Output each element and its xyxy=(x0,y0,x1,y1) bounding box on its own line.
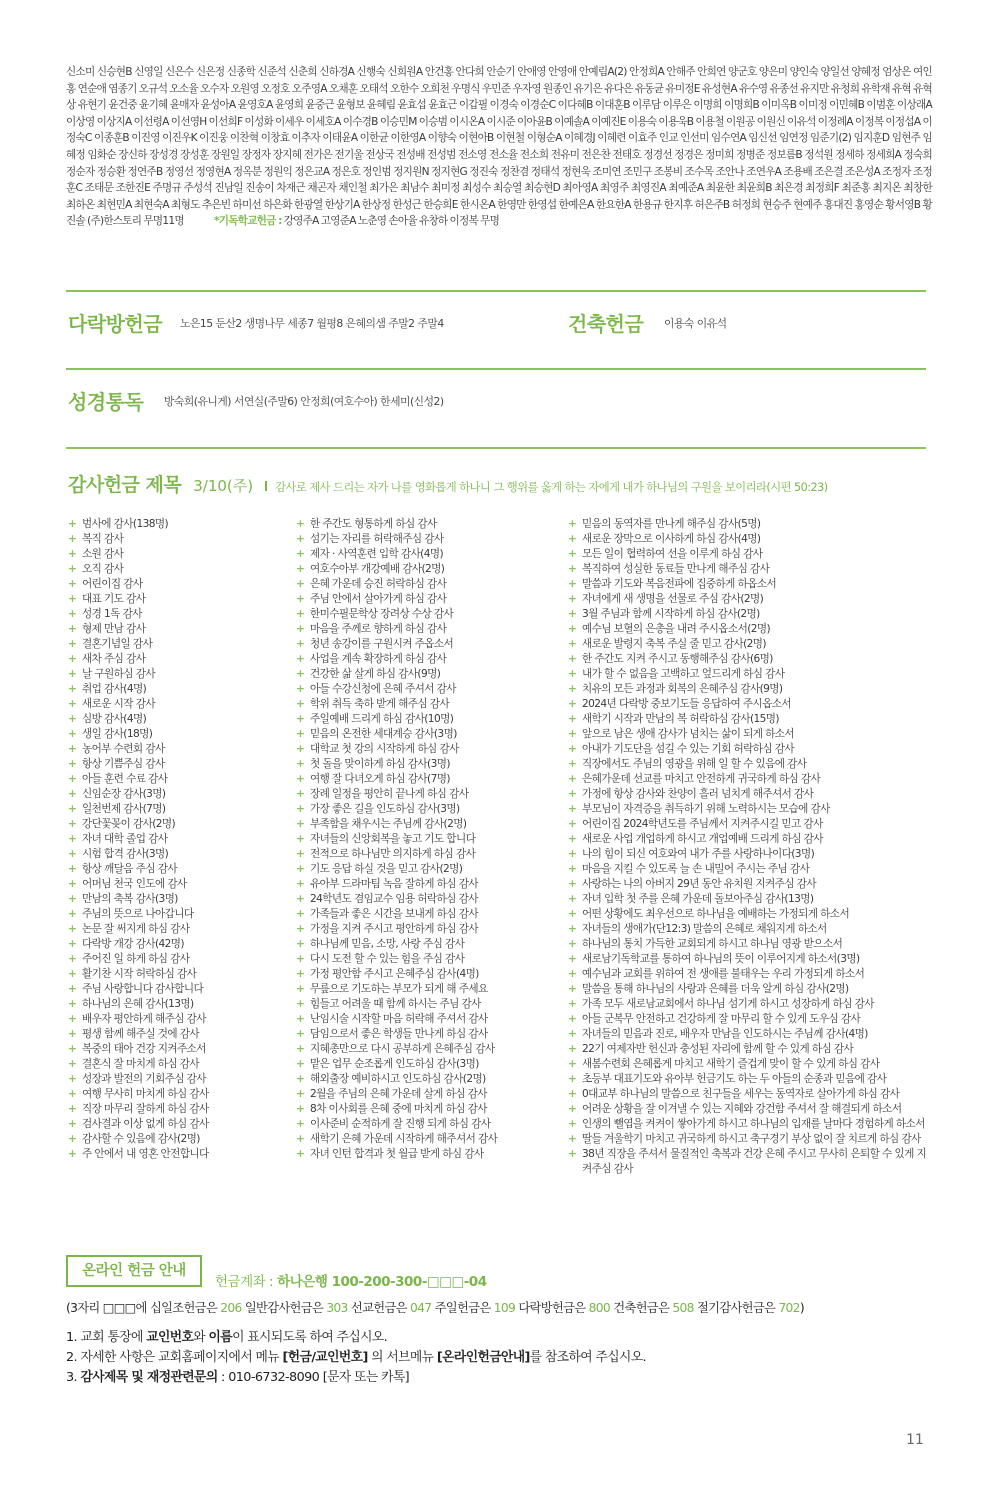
thanks-item: + 자녀 입학 첫 주를 은혜 가운데 돌보아주심 감사(13명) xyxy=(568,892,930,907)
code-label: 주일헌금은 xyxy=(434,1301,491,1315)
thanks-item: + 앞으로 남은 생애 감사가 넘치는 삶이 되게 하소서 xyxy=(568,727,930,742)
thanks-item: + 한 주간도 지켜 주시고 동행해주심 감사(6명) xyxy=(568,652,930,667)
separator-bar xyxy=(265,481,267,491)
thanks-item: + 은혜가운데 선교를 마치고 안전하게 귀국하게 하심 감사 xyxy=(568,772,930,787)
thanks-item: + 직장에서도 주님의 영광을 위해 일 할 수 있음에 감사 xyxy=(568,757,930,772)
code-label: 절기감사헌금은 xyxy=(696,1301,776,1315)
thanks-item: + 가정 평안함 주시고 은혜주심 감사(4명) xyxy=(296,967,561,982)
thanks-item: + 새로남기독학교를 통하여 하나님의 뜻이 이루어지게 하소서(3명) xyxy=(568,952,930,967)
thanks-item: + 해외출장 예비하시고 인도하심 감사(2명) xyxy=(296,1072,561,1087)
thanks-item: + 가족들과 좋은 시간을 보내게 하심 감사 xyxy=(296,907,561,922)
thanks-item: + 주님 안에서 살아가게 하심 감사 xyxy=(296,592,561,607)
thanks-item: + 자녀 대학 졸업 감사 xyxy=(68,832,288,847)
thanks-item: + 농어부 수련회 감사 xyxy=(68,742,288,757)
thanks-list-column-3 xyxy=(568,517,930,1177)
thanks-item: + 0대교부 하나님의 말씀으로 친구들을 세우는 동역자로 살아가게 하심 감사 xyxy=(568,1087,930,1102)
thanks-item: + 주일예배 드리게 하심 감사(10명) xyxy=(296,712,561,727)
thanks-item: + 모든 일이 협력하여 선을 이루게 하심 감사 xyxy=(568,547,930,562)
code-number: 702 xyxy=(778,1301,800,1315)
thanks-item: + 복직하여 성실한 동료들 만나게 해주심 감사 xyxy=(568,562,930,577)
thanks-item: + 22기 여제자반 헌신과 충성된 자리에 함께 할 수 있게 하심 감사 xyxy=(568,1042,930,1057)
thanks-item: + 가정에 항상 감사와 찬양이 흘러 넘치게 해주셔서 감사 xyxy=(568,787,930,802)
thanks-item: + 사업을 계속 확장하게 하심 감사 xyxy=(296,652,561,667)
thanks-item: + 아들 군복무 안전하고 건강하게 잘 마무리 할 수 있게 도우심 감사 xyxy=(568,1012,930,1027)
note-3: 3. 감사제목 및 재정관련문의 : 010-6732-8090 [문자 또는 카톡] xyxy=(66,1370,409,1385)
thanks-item: + 인생의 뺄엽을 켜켜이 쌓아가게 하시고 하나님의 입재를 날마다 경험하게 하소서 xyxy=(568,1117,930,1132)
thanks-item: + 활기찬 시작 허락하심 감사 xyxy=(68,967,288,982)
thanks-item: + 마음을 지킬 수 있도록 늘 손 내밀어 주시는 주님 감사 xyxy=(568,862,930,877)
thanks-item: + 감사할 수 있음에 감사(2명) xyxy=(68,1132,288,1147)
thanks-item: + 사랑하는 나의 아버지 29년 동안 유치원 지켜주심 감사 xyxy=(568,877,930,892)
thanks-item: + 날 구원하심 감사 xyxy=(68,667,288,682)
thanks-item: + 다시 도전 할 수 있는 힘을 주심 감사 xyxy=(296,952,561,967)
thanks-item: + 항상 깨달음 주심 감사 xyxy=(68,862,288,877)
thanks-item: + 학위 취득 축하 받게 해주심 감사 xyxy=(296,697,561,712)
donor-names: 신소미 신승현B 신영일 신은수 신은정 신종학 신준석 신춘희 신하경A 신행숙 신희원A 안건홍 안다희 안순기 안애영 안영애 안예림A(2) 안정희A 안해주 안희연 양군호 양은미 양인숙 양일선 양혜정 엄상은 여인홍 연순애 염종기 오규석 오소율 오수자 오원영 오정호 오주영A 오채훈 오태석 오한수 오희천 우명식 우민준 우자영 원종인 유기은 유다은 유동균 유미정E 유성현A 유수영 유종선 유지만 유청희 유학재 유혁 유혁상 유현기 윤건중 윤기혜 윤매자 윤성아A 윤영호A 윤영희 윤중근 윤형보 윤혜림 윤효섭 윤효근 이갑필 이경숙 이경순C 이다혜B 이대훈B 이루담 이루은 이명희 이명희B 이미옥B 이미정 이민혜B 이범훈 이상래A 이상영 이상지A 이선령A 이선영H 이선희F 이성화 이세우 이세호A 이수경B 이승민M 이승범 이시온A 이시준 이아윤B 이예솔A 이예진E 이용숙 이용욱B 이용철 이원공 이원신 이유석 이정례A 이정복 이정섭A 이정숙C 이종훈B 이진영 이진우K 이진웅 이찬혁 이창효 이추자 이태윤A 이한균 이한영A 이향숙 이현아B 이현철 이형순A 이혜경J 이혜련 이효주 인교 인선미 임수연A 임신선 임연정 임준기(2) 임지훈D 임현주 임혜정 임화순 장신하 장성경 장성훈 장원일 장정자 장지혜 전가은 전기울 전상국 전성배 전성범 전소영 전소율 전소희 전유미 전은찬 전태호 정경선 정경은 정미희 정병준 정보름B 정석원 정세하 정세희A 정숙희 정순자 정승환 정연주B 정영선 정영현A 정옥분 정원익 정은교A 정은호 정인범 정지원N 정지현G 정진숙 정찬겸 정태석 정현욱 조미연 조민구 조봉비 조수목 조안나 조연우A 조용배 조은결 조은성A 조정자 조정훈C 조태문 조한진E 주명규 주성석 진남일 진송이 차재근 채곤자 채인철 최가은 최남수 최미정 최성수 최승열 최승현D 최아영A 최영주 최영진A 최예준A 최윤한 최윤희B 최은경 최정희F 최준홍 최지온 최창한 최하온 최현민A 최현숙A 최형도 추은빈 하미선 하은화 한광열 한상기A 한상정 한성근 한승희E 한시온A 한영만 한영섭 한예은A 한요한A 한용규 한지후 허은주B 허정희 현승주 현예주 홍대진 홍영순 황서영B 황진솔 (주)한스토리 무명11명 xyxy=(66,66,932,228)
thanks-item: + 가정을 지켜 주시고 평안하게 하심 감사 xyxy=(296,922,561,937)
thanks-item: + 초등부 대표기도와 유아부 헌금기도 하는 두 아들의 순종과 믿음에 감사 xyxy=(568,1072,930,1087)
thanks-item: + 새로운 사업 개업하게 하시고 개업예배 드리게 하심 감사 xyxy=(568,832,930,847)
thanks-item: + 다락방 개강 감사(42명) xyxy=(68,937,288,952)
thanks-item: + 예수님과 교회를 위하여 전 생애를 불태우는 우리 가정되게 하소서 xyxy=(568,967,930,982)
thanks-item: + 대표 기도 감사 xyxy=(68,592,288,607)
thanks-item: + 하나님께 믿음, 소망, 사랑 주심 감사 xyxy=(296,937,561,952)
thanks-item: + 난임시술 시작할 마음 허락해 주셔서 감사 xyxy=(296,1012,561,1027)
thanks-item: + 유아부 드라마팀 녹음 잘하게 하심 감사 xyxy=(296,877,561,892)
thanks-item: + 새로운 시작 감사 xyxy=(68,697,288,712)
thanks-item: + 주님의 뜻으로 나아갑니다 xyxy=(68,907,288,922)
bible-reading-title: 성경통독 xyxy=(68,390,144,414)
thanks-item: + 아내가 기도단을 섬길 수 있는 기회 허락하심 감사 xyxy=(568,742,930,757)
thanks-item: + 대학교 첫 강의 시작하게 하심 감사 xyxy=(296,742,561,757)
thanks-item: + 강단꽃꽂이 감사(2명) xyxy=(68,817,288,832)
thanks-item: + 신임순장 감사(3명) xyxy=(68,787,288,802)
account-label: 헌금계좌 : xyxy=(215,1274,274,1290)
code-number: 508 xyxy=(672,1301,694,1315)
thanks-item: + 복직 감사 xyxy=(68,532,288,547)
thanks-item: + 가장 좋은 길을 인도하심 감사(3명) xyxy=(296,802,561,817)
thanks-item: + 범사에 감사(138명) xyxy=(68,517,288,532)
thanks-item: + 자녀 인턴 합격과 첫 월급 받게 하심 감사 xyxy=(296,1147,561,1162)
thanks-item: + 부족함을 채우시는 주님께 감사(2명) xyxy=(296,817,561,832)
offering-codes xyxy=(66,1298,804,1316)
thanks-item: + 어떤 상황에도 최우선으로 하나님을 예배하는 가정되게 하소서 xyxy=(568,907,930,922)
thanks-item: + 맡은 업무 순조롭게 인도하심 감사(3명) xyxy=(296,1057,561,1072)
building-text: 이용숙 이유석 xyxy=(664,317,727,330)
thanks-item: + 새학기 은혜 가운데 시작하게 해주셔서 감사 xyxy=(296,1132,561,1147)
christian-school-offering-names: 강영주A 고영준A 노춘영 손아율 유창하 이정복 무명 xyxy=(283,215,500,228)
thanks-item: + 형제 만남 감사 xyxy=(68,622,288,637)
thanks-item: + 하나님의 은혜 감사(13명) xyxy=(68,997,288,1012)
darakbang-text: 노은15 둔산2 생명나무 세종7 월평8 은혜의샘 주말2 주말4 xyxy=(180,317,444,330)
thanks-item: + 어머님 천국 인도에 감사 xyxy=(68,877,288,892)
thanks-item: + 무릎으로 기도하는 부모가 되게 해 주세요 xyxy=(296,982,561,997)
code-label: 다락방헌금은 xyxy=(518,1301,586,1315)
thanks-item: + 8차 이사회를 은혜 중에 마치게 하심 감사 xyxy=(296,1102,561,1117)
thanks-item: + 여행 잘 다녀오게 하심 감사(7명) xyxy=(296,772,561,787)
thanks-item: + 한 주간도 형통하게 하심 감사 xyxy=(296,517,561,532)
darakbang-title: 다락방헌금 xyxy=(68,312,163,336)
thanks-item: + 취업 감사(4명) xyxy=(68,682,288,697)
thanks-item: + 여행 무사히 마치게 하심 감사 xyxy=(68,1087,288,1102)
codes-suffix: ) xyxy=(799,1301,804,1315)
thanks-item: + 하나님의 통치 가득한 교회되게 하시고 하나님 영광 받으소서 xyxy=(568,937,930,952)
offering-notes xyxy=(66,1328,646,1388)
thanks-item: + 건강한 삶 살게 하심 감사(9명) xyxy=(296,667,561,682)
code-label: 선교헌금은 xyxy=(350,1301,407,1315)
thanks-item: + 마음을 주께로 향하게 하심 감사 xyxy=(296,622,561,637)
thanks-item: + 어려운 상황을 잘 이겨낼 수 있는 지혜와 강건함 주셔서 잘 해결되게 하소서 xyxy=(568,1102,930,1117)
code-label: 십일조헌금은 xyxy=(149,1301,218,1315)
thanks-item: + 2월을 주님의 은혜 가운데 살게 하심 감사 xyxy=(296,1087,561,1102)
thanks-item: + 어린이집 감사 xyxy=(68,577,288,592)
thanks-item: + 제자 · 사역훈련 입학 감사(4명) xyxy=(296,547,561,562)
thanks-offering-verse: 감사로 제사 드리는 자가 나를 영화롭게 하나니 그 행위를 옳게 하는 자에게 내가 하나님의 구원을 보이리라(시편 50:23) xyxy=(275,481,828,494)
thanks-item: + 주 안에서 내 영혼 안전합니다 xyxy=(68,1147,288,1162)
bible-reading-text: 방숙희(유니게) 서연실(주말6) 안정희(여호수아) 한세미(신성2) xyxy=(164,395,444,408)
thanks-item: + 주어진 일 하게 하심 감사 xyxy=(68,952,288,967)
thanks-item: + 24학년도 겸임교수 임용 허락하심 감사 xyxy=(296,892,561,907)
thanks-offering-date: 3/10(주) xyxy=(193,477,254,495)
thanks-item: + 한미수필문학상 장려상 수상 감사 xyxy=(296,607,561,622)
thanks-item: + 결혼기념일 감사 xyxy=(68,637,288,652)
thanks-item: + 복중의 태아 건강 지켜주소서 xyxy=(68,1042,288,1057)
building-title: 건축헌금 xyxy=(568,312,644,336)
divider xyxy=(66,368,926,370)
thanks-item: + 지혜총만으로 다시 공부하게 은혜주심 감사 xyxy=(296,1042,561,1057)
thanks-item: + 성장과 발전의 기회주심 감사 xyxy=(68,1072,288,1087)
thanks-item: + 38년 직장을 주셔서 물질적인 축복과 건강 은혜 주시고 무사히 은퇴할 수 있게 지켜주심 감사 xyxy=(568,1147,930,1177)
donor-names-block xyxy=(66,64,932,230)
codes-prefix: (3자리 □□□에 xyxy=(66,1301,150,1315)
thanks-item: + 첫 돌을 맞이하게 하심 감사(3명) xyxy=(296,757,561,772)
thanks-item: + 아들 훈련 수료 감사 xyxy=(68,772,288,787)
thanks-item: + 자녀에게 새 생명을 선물로 주심 감사(2명) xyxy=(568,592,930,607)
thanks-item: + 생일 감사(18명) xyxy=(68,727,288,742)
thanks-item: + 자녀들의 믿음과 진로, 배우자 만남을 인도하시는 주님께 감사(4명) xyxy=(568,1027,930,1042)
thanks-item: + 가족 모두 새로남교회에서 하나님 섬기게 하시고 성장하게 하심 감사 xyxy=(568,997,930,1012)
thanks-item: + 시험 합격 감사(3명) xyxy=(68,847,288,862)
code-number: 303 xyxy=(326,1301,348,1315)
thanks-item: + 섬기는 자리를 허락해주심 감사 xyxy=(296,532,561,547)
code-number: 800 xyxy=(588,1301,611,1315)
online-offering-box: 온라인 헌금 안내 xyxy=(66,1255,202,1287)
page-number: 11 xyxy=(906,1432,924,1448)
thanks-item: + 평생 함께 해주실 것에 감사 xyxy=(68,1027,288,1042)
thanks-item: + 자녀들의 생애가(단12:3) 말씀의 은혜로 채워지게 하소서 xyxy=(568,922,930,937)
thanks-item: + 딸들 겨울학기 마치고 귀국하게 하시고 축구경기 부상 없이 잘 치르게 하심 감사 xyxy=(568,1132,930,1147)
thanks-item: + 소원 감사 xyxy=(68,547,288,562)
thanks-item: + 은혜 가운데 승진 허락하심 감사 xyxy=(296,577,561,592)
thanks-item: + 나의 힘이 되신 여호와여 내가 주를 사랑하나이다(3명) xyxy=(568,847,930,862)
divider xyxy=(66,290,926,292)
thanks-item: + 새로운 발령지 축복 주실 줄 믿고 감사(2명) xyxy=(568,637,930,652)
thanks-item: + 말씀과 기도와 복음전파에 집중하게 하옵소서 xyxy=(568,577,930,592)
thanks-item: + 어린이집 2024학년도를 주님께서 지켜주시길 믿고 감사 xyxy=(568,817,930,832)
thanks-item: + 검사결과 이상 없게 하심 감사 xyxy=(68,1117,288,1132)
thanks-item: + 주님 사랑합니다 감사합니다 xyxy=(68,982,288,997)
thanks-item: + 아들 수강신청에 은혜 주셔서 감사 xyxy=(296,682,561,697)
note-1: 1. 교회 통장에 교인번호와 이름이 표시되도록 하여 주십시오. xyxy=(66,1330,388,1345)
thanks-item: + 새학기 시작과 만남의 복 허락하심 감사(15명) xyxy=(568,712,930,727)
thanks-item: + 성경 1독 감사 xyxy=(68,607,288,622)
thanks-item: + 심방 감사(4명) xyxy=(68,712,288,727)
thanks-item: + 항상 기쁨주심 감사 xyxy=(68,757,288,772)
thanks-item: + 직장 마무리 잘하게 하심 감사 xyxy=(68,1102,288,1117)
thanks-item: + 힘들고 어려울 때 함께 하시는 주님 감사 xyxy=(296,997,561,1012)
thanks-item: + 결혼식 잘 마치게 하심 감사 xyxy=(68,1057,288,1072)
thanks-item: + 예수님 보혈의 은총을 내려 주시옵소서(2명) xyxy=(568,622,930,637)
thanks-item: + 배우자 평안하게 해주심 감사 xyxy=(68,1012,288,1027)
thanks-item: + 청년 송강이를 구원시켜 주옵소서 xyxy=(296,637,561,652)
thanks-item: + 논문 잘 써지게 하심 감사 xyxy=(68,922,288,937)
thanks-item: + 믿음의 동역자를 만나게 해주심 감사(5명) xyxy=(568,517,930,532)
divider xyxy=(66,447,926,449)
code-label: 건축헌금은 xyxy=(613,1301,670,1315)
account-number: 하나은행 100-200-300-□□□-04 xyxy=(277,1274,487,1290)
thanks-list-column-2 xyxy=(296,517,561,1162)
thanks-item: + 새차 주심 감사 xyxy=(68,652,288,667)
thanks-item: + 이사준비 순적하게 잘 진행 되게 하심 감사 xyxy=(296,1117,561,1132)
christian-school-offering-label: *기독학교헌금 : xyxy=(213,215,282,228)
thanks-item: + 말씀을 통해 하나님의 사랑과 은혜를 더욱 알게 하심 감사(2명) xyxy=(568,982,930,997)
thanks-item: + 내가 할 수 없음을 고백하고 엎드리게 하심 감사 xyxy=(568,667,930,682)
thanks-offering-title: 감사헌금 제목 xyxy=(68,474,182,496)
thanks-item: + 장례 일정을 평안히 끝나게 하심 감사 xyxy=(296,787,561,802)
thanks-offering-header xyxy=(68,470,928,497)
thanks-item: + 자녀들의 신앙회복을 놓고 기도 합니다 xyxy=(296,832,561,847)
code-label: 일반감사헌금은 xyxy=(244,1301,324,1315)
thanks-item: + 담임으로서 좋은 학생들 만나게 하심 감사 xyxy=(296,1027,561,1042)
thanks-item: + 2024년 다락방 중보기도들 응답하여 주시옵소서 xyxy=(568,697,930,712)
thanks-item: + 새봄수련회 은혜롭게 마치고 새학기 즐겁게 맞이 할 수 있게 하심 감사 xyxy=(568,1057,930,1072)
thanks-item: + 새로운 장막으로 이사하게 하심 감사(4명) xyxy=(568,532,930,547)
offering-account xyxy=(215,1270,487,1290)
thanks-item: + 만남의 축복 감사(3명) xyxy=(68,892,288,907)
thanks-item: + 믿음의 온전한 세대계승 감사(3명) xyxy=(296,727,561,742)
code-number: 109 xyxy=(493,1301,516,1315)
thanks-item: + 3월 주님과 함께 시작하게 하심 감사(2명) xyxy=(568,607,930,622)
thanks-item: + 부모님이 자격증을 취득하기 위해 노력하시는 모습에 감사 xyxy=(568,802,930,817)
note-2: 2. 자세한 사항은 교회홈페이지에서 메뉴 [헌금/교인번호] 의 서브메뉴 [온라인헌금안내]를 참조하여 주십시오. xyxy=(66,1350,647,1365)
thanks-item: + 전적으로 하나님만 의지하게 하심 감사 xyxy=(296,847,561,862)
thanks-item: + 치유의 모든 과정과 회복의 은혜주심 감사(9명) xyxy=(568,682,930,697)
thanks-item: + 기도 응답 하실 것을 믿고 감사(2명) xyxy=(296,862,561,877)
thanks-item: + 일천번제 감사(7명) xyxy=(68,802,288,817)
thanks-item: + 오직 감사 xyxy=(68,562,288,577)
thanks-item: + 여호수아부 개강예배 감사(2명) xyxy=(296,562,561,577)
thanks-list-column-1 xyxy=(68,517,288,1162)
code-number: 047 xyxy=(410,1301,432,1315)
code-number: 206 xyxy=(220,1301,242,1315)
